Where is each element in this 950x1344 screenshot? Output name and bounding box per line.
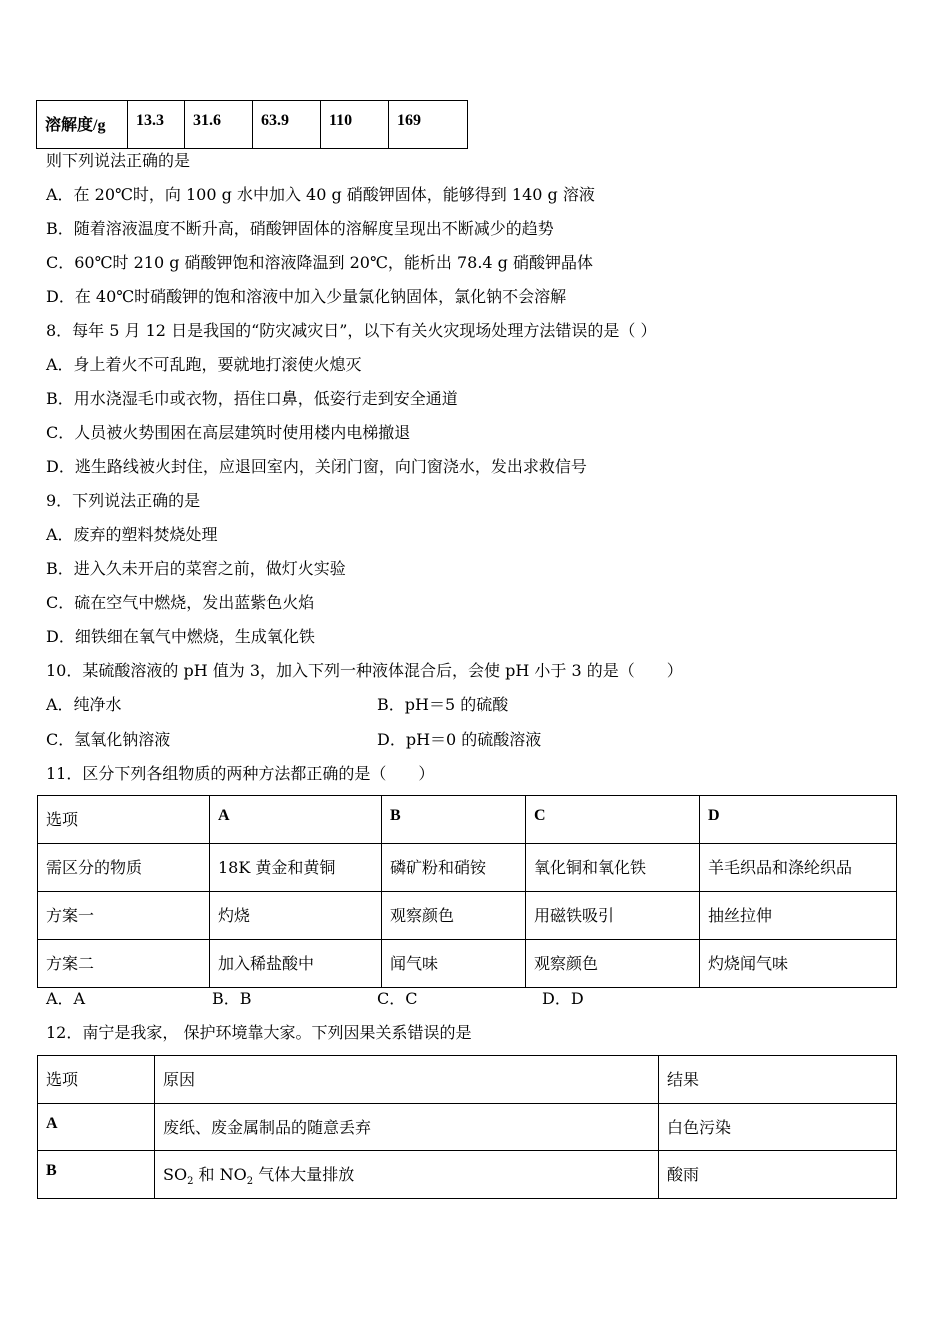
solubility-value: 63.9 [253,101,321,149]
table-cell: A [210,796,382,844]
q10-option-a: A．纯净水 [46,695,122,714]
table-cell: 羊毛织品和涤纶织品 [700,844,897,892]
q7-option-a: A．在 20℃时，向 100 g 水中加入 40 g 硝酸钾固体，能够得到 140 g 溶液 [46,185,595,204]
q7-option-d: D．在 40℃时硝酸钾的饱和溶液中加入少量氯化钠固体，氯化钠不会溶解 [46,287,567,306]
table-cell: 观察颜色 [382,892,526,940]
table-cell: 结果 [659,1056,897,1104]
q12-stem: 12．南宁是我家， 保护环境靠大家。下列因果关系错误的是 [46,1023,472,1042]
table-cell: 闻气味 [382,940,526,988]
q8-option-a: A．身上着火不可乱跑，要就地打滚使火熄灭 [46,355,362,374]
table-cell: 方案一 [38,892,210,940]
table-cell: D [700,796,897,844]
q11-table [37,795,897,988]
formula-so2: SO [163,1165,188,1184]
q10-option-b: B．pH＝5 的硫酸 [377,695,509,714]
table-cell: 原因 [155,1056,659,1104]
q9-option-b: B．进入久未开启的菜窖之前，做灯火实验 [46,559,346,578]
q7-stem: 则下列说法正确的是 [46,151,191,170]
solubility-value: 31.6 [185,101,253,149]
solubility-table [36,100,468,149]
solubility-value: 110 [321,101,389,149]
table-cell: 抽丝拉伸 [700,892,897,940]
formula-no2: 和 NO [193,1165,247,1184]
table-cell: 加入稀盐酸中 [210,940,382,988]
q10-option-c: C．氢氧化钠溶液 [46,730,171,749]
table-cell: 酸雨 [659,1151,897,1199]
table-cell [155,1151,659,1199]
table-cell: 用磁铁吸引 [526,892,700,940]
q10-option-d: D．pH＝0 的硫酸溶液 [377,730,542,749]
table-cell: 磷矿粉和硝铵 [382,844,526,892]
table-cell: 选项 [38,796,210,844]
q9-option-d: D．细铁细在氧气中燃烧，生成氧化铁 [46,627,315,646]
table-cell: 灼烧闻气味 [700,940,897,988]
table-cell: 需区分的物质 [38,844,210,892]
table-cell: 白色污染 [659,1104,897,1151]
q8-option-d: D．逃生路线被火封住，应退回室内，关闭门窗，向门窗浇水，发出求救信号 [46,457,587,476]
solubility-value: 169 [389,101,468,149]
table-cell: 18K 黄金和黄铜 [210,844,382,892]
table-cell: C [526,796,700,844]
q9-option-c: C．硫在空气中燃烧，发出蓝紫色火焰 [46,593,315,612]
q9-stem: 9．下列说法正确的是 [46,491,201,510]
q7-option-c: C．60℃时 210 g 硝酸钾饱和溶液降温到 20℃，能析出 78.4 g 硝酸钾晶体 [46,253,594,272]
solubility-value: 13.3 [128,101,185,149]
q11-option-b: B．B [212,989,252,1008]
table-cell: 方案二 [38,940,210,988]
q11-option-a: A．A [46,989,86,1008]
table-cell: 废纸、废金属制品的随意丢弃 [155,1104,659,1151]
subscript: 2 [187,1176,194,1188]
table-cell: B [38,1151,155,1199]
table-cell: A [38,1104,155,1151]
table-cell: 氧化铜和氧化铁 [526,844,700,892]
table-cell: 观察颜色 [526,940,700,988]
q7-option-b: B．随着溶液温度不断升高，硝酸钾固体的溶解度呈现出不断减少的趋势 [46,219,554,238]
table-cell: 选项 [38,1056,155,1104]
cause-text: 气体大量排放 [253,1165,355,1184]
q12-table [37,1055,897,1199]
q11-option-d: D．D [542,989,584,1008]
solubility-label: 溶解度/g [37,101,128,149]
table-cell: 灼烧 [210,892,382,940]
q8-option-b: B．用水浇湿毛巾或衣物，捂住口鼻，低姿行走到安全通道 [46,389,458,408]
subscript: 2 [246,1176,254,1188]
table-cell: B [382,796,526,844]
q9-option-a: A．废弃的塑料焚烧处理 [46,525,218,544]
q8-option-c: C．人员被火势围困在高层建筑时使用楼内电梯撤退 [46,423,411,442]
q11-stem: 11．区分下列各组物质的两种方法都正确的是（ ） [46,764,435,783]
q10-stem: 10．某硫酸溶液的 pH 值为 3，加入下列一种液体混合后，会使 pH 小于 3 的是（ ） [46,661,683,680]
q8-stem: 8．每年 5 月 12 日是我国的“防灾减灾日”，以下有关火灾现场处理方法错误的是（ ） [46,321,657,340]
q11-option-c: C．C [377,989,418,1008]
